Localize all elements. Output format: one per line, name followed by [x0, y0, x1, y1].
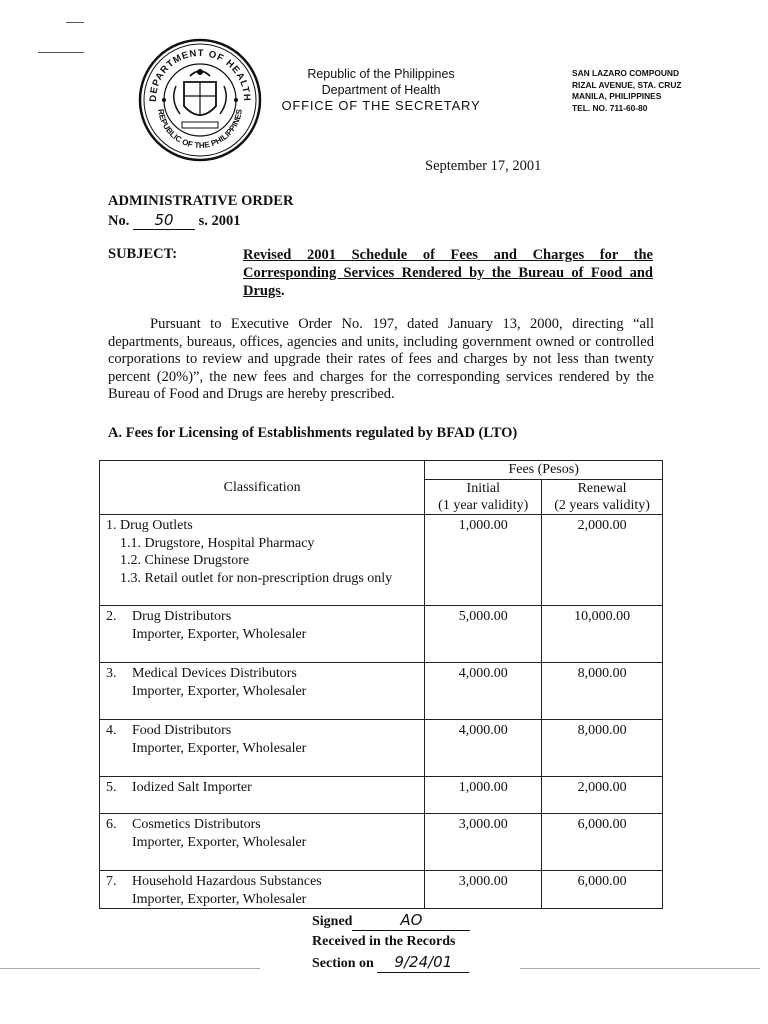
item-number: 7.: [106, 874, 117, 889]
column-header-renewal: [542, 480, 663, 515]
renewal-fee-cell: 8,000.00: [542, 663, 663, 720]
table-row: [100, 720, 663, 777]
item-number: 6.: [106, 817, 117, 832]
sub-item: 1.3. Retail outlet for non-prescription drugs only: [120, 570, 393, 586]
subject-text: [243, 246, 653, 300]
table-row: [100, 814, 663, 871]
classification-cell: [100, 777, 425, 814]
classification-item: [106, 608, 418, 643]
initial-fee-cell: 4,000.00: [425, 663, 542, 720]
classification-item: [106, 873, 418, 908]
classification-cell: [100, 663, 425, 720]
letterhead: [268, 66, 494, 114]
item-detail: Importer, Exporter, Wholesaler: [132, 683, 307, 699]
item-title: Iodized Salt Importer: [132, 780, 252, 795]
table-row: [100, 777, 663, 814]
scan-mark: [0, 968, 260, 969]
seal-bottom-text: REPUBLIC OF THE PHILIPPINES: [156, 108, 244, 151]
classification-cell: [100, 515, 425, 606]
section-a-heading: A. Fees for Licensing of Establishments regulated by BFAD (LTO): [108, 425, 518, 441]
renewal-label: Renewal: [577, 481, 627, 496]
renewal-fee-cell: 6,000.00: [542, 871, 663, 909]
table-row: [100, 871, 663, 909]
address-line: RIZAL AVENUE, STA. CRUZ: [572, 79, 682, 90]
department-line: Department of Health: [321, 83, 441, 97]
item-title: Cosmetics Distributors: [132, 817, 261, 832]
table-header-row: [100, 461, 663, 480]
signed-line: [312, 910, 470, 932]
classification-cell: [100, 814, 425, 871]
initial-validity: (1 year validity): [438, 498, 529, 513]
sub-item: 1.2. Chinese Drugstore: [120, 553, 250, 568]
classification-cell: [100, 871, 425, 909]
initial-fee-cell: 3,000.00: [425, 814, 542, 871]
item-detail: Importer, Exporter, Wholesaler: [132, 626, 307, 642]
column-header-fees: Fees (Pesos): [425, 461, 663, 480]
item-number: 2.: [106, 609, 117, 624]
order-no-label: No.: [108, 213, 130, 229]
scan-mark: [66, 22, 84, 23]
classification-item: [106, 722, 418, 757]
received-line: Received in the Records: [312, 934, 456, 949]
column-header-classification: Classification: [100, 461, 425, 515]
order-title: ADMINISTRATIVE ORDER: [108, 193, 294, 209]
item-detail: Importer, Exporter, Wholesaler: [132, 740, 307, 756]
initial-fee-cell: 3,000.00: [425, 871, 542, 909]
item-title: Medical Devices Distributors: [132, 666, 297, 681]
classification-cell: [100, 606, 425, 663]
classification-item: [106, 665, 418, 700]
initial-fee-cell: 1,000.00: [425, 777, 542, 814]
initial-label: Initial: [466, 481, 500, 496]
classification-item: [106, 517, 418, 535]
classification-cell: [100, 720, 425, 777]
address-line: TEL. NO. 711-60-80: [572, 102, 648, 113]
signed-label: Signed: [312, 914, 353, 929]
scan-mark: [520, 968, 760, 969]
subject-end: .: [280, 283, 285, 299]
body-text: Pursuant to Executive Order No. 197, dated January 13, 2000, directing “all departments, bureaus, offices, agencies and units, including government owned or controlled corporations to review and upgrade their rates of fees and charges by not less than twenty percent (20%)”, the new fees and charges for the corresponding services rendered by the Bureau of Food and Drugs are hereby prescribed.: [108, 316, 654, 403]
classification-item: [106, 779, 418, 797]
renewal-validity: (2 years validity): [554, 498, 650, 513]
table-body: [100, 515, 663, 909]
address-line: MANILA, PHILIPPINES: [572, 91, 662, 101]
table-row: [100, 515, 663, 606]
received-date: 9/24/01: [377, 952, 469, 973]
item-number: 5.: [106, 780, 117, 795]
column-header-initial: [425, 480, 542, 515]
renewal-fee-cell: 2,000.00: [542, 515, 663, 606]
subject-title: Revised 2001 Schedule of Fees and Charges for the Corresponding Services Rendered by the Bureau of Food and Drugs: [243, 247, 653, 299]
item-number: 3.: [106, 666, 117, 681]
address-line: SAN LAZARO COMPOUND: [572, 68, 680, 78]
item-title: Food Distributors: [132, 723, 232, 738]
initial-fee-cell: 1,000.00: [425, 515, 542, 606]
licensing-fees-table: [99, 460, 663, 909]
records-stamp: [312, 910, 470, 974]
item-title: Drug Outlets: [120, 518, 193, 533]
section-label: Section on: [312, 956, 374, 971]
renewal-fee-cell: 10,000.00: [542, 606, 663, 663]
item-detail: Importer, Exporter, Wholesaler: [132, 834, 307, 850]
table-row: [100, 663, 663, 720]
renewal-fee-cell: 8,000.00: [542, 720, 663, 777]
office-address: [572, 68, 682, 114]
signed-initials: AO: [352, 910, 470, 931]
table-row: [100, 606, 663, 663]
seal-top-text: DEPARTMENT OF HEALTH: [147, 47, 253, 103]
item-title: Household Hazardous Substances: [132, 874, 322, 889]
section-line: [312, 952, 470, 974]
item-number: 1.: [106, 518, 117, 533]
republic-line: Republic of the Philippines: [307, 67, 455, 81]
initial-fee-cell: 4,000.00: [425, 720, 542, 777]
classification-item: [106, 816, 418, 851]
body-paragraph: [108, 316, 654, 404]
scan-mark: [38, 52, 84, 53]
order-series: s. 2001: [198, 213, 241, 229]
document-date: September 17, 2001: [425, 158, 542, 174]
subject-label: SUBJECT:: [108, 246, 178, 262]
order-number: 50: [133, 211, 195, 230]
item-detail: Importer, Exporter, Wholesaler: [132, 891, 307, 907]
office-line: OFFICE OF THE SECRETARY: [281, 98, 481, 113]
order-number-line: [108, 211, 241, 230]
renewal-fee-cell: 2,000.00: [542, 777, 663, 814]
sub-item: 1.1. Drugstore, Hospital Pharmacy: [120, 535, 315, 551]
renewal-fee-cell: 6,000.00: [542, 814, 663, 871]
department-of-health-seal-icon: [136, 36, 264, 164]
initial-fee-cell: 5,000.00: [425, 606, 542, 663]
item-title: Drug Distributors: [132, 609, 232, 624]
item-number: 4.: [106, 723, 117, 738]
